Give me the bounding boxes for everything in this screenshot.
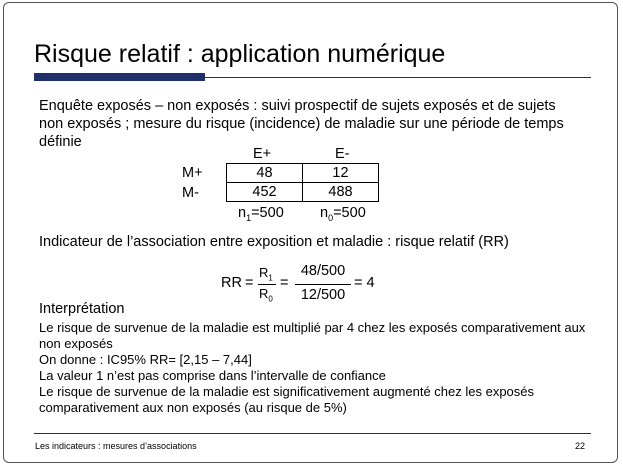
interpretation-heading: Interprétation: [39, 301, 125, 317]
table-cell: 452: [227, 183, 303, 202]
col-header-exposed: E+: [253, 146, 272, 162]
total-unexposed: $n_0=500$: [320, 205, 366, 223]
table-row: [227, 164, 379, 183]
formula-result: = 4: [354, 275, 375, 291]
table-cell: 488: [303, 183, 379, 202]
col-header-unexposed: E-: [335, 146, 350, 162]
list-item: Le risque de survenue de la maladie est significativement augmenté chez les exposés comparativement aux non exposés (au risque de 5%): [39, 384, 535, 415]
formula-equals: =: [280, 275, 289, 291]
slide-title: Risque relatif : application numérique: [34, 40, 446, 68]
intro-text: Enquête exposés – non exposés : suivi prospectif de sujets exposés et de sujets non exposés ; mesure du risque (incidence) de maladie sur une période de temps définie: [39, 98, 564, 150]
row-label-sick: M+: [182, 165, 203, 181]
table-row: [227, 183, 379, 202]
formula-numerator-value: 48/500: [300, 263, 346, 279]
formula-lhs: RR: [221, 275, 242, 291]
title-accent-bar: [34, 73, 205, 81]
footer-divider: [34, 433, 591, 434]
indicator-text: Indicateur de l’association entre exposition et maladie : risque relatif (RR): [39, 234, 509, 250]
list-item: On donne : IC95% RR= [2,15 – 7,44]: [39, 352, 252, 367]
formula-denominator-r0: $R_0$: [259, 286, 273, 304]
list-item: Le risque de survenue de la maladie est multiplié par 4 chez les exposés comparativement aux non exposés: [39, 320, 586, 351]
list-item: La valeur 1 n’est pas comprise dans l’intervalle de confiance: [39, 368, 386, 383]
row-label-healthy: M-: [182, 185, 199, 201]
contingency-table: [226, 163, 379, 202]
title-underline: [205, 77, 591, 78]
fraction-bar: [258, 284, 276, 285]
table-cell: 48: [227, 164, 303, 183]
fraction-bar: [295, 284, 351, 285]
formula-equals: =: [245, 275, 254, 291]
total-exposed: $n_1=500$: [238, 205, 284, 223]
rr-formula: [221, 265, 381, 305]
page-number: 22: [575, 441, 586, 451]
table-cell: 12: [303, 164, 379, 183]
formula-numerator-r1: $R_1$: [259, 265, 273, 283]
footer-text: Les indicateurs : mesures d’associations: [35, 441, 197, 451]
interpretation-list: [39, 320, 599, 416]
formula-denominator-value: 12/500: [300, 287, 346, 303]
